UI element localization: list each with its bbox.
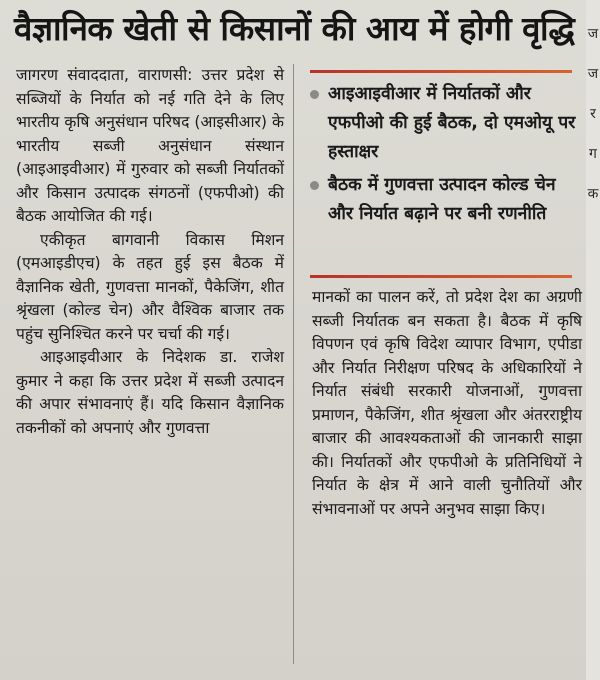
left-column: [16, 64, 284, 440]
highlights-bottom-rule: [310, 275, 572, 278]
bullet-icon: [310, 181, 319, 190]
paragraph-midh: एकीकृत बागवानी विकास मिशन (एमआइडीएच) के तहत हुई इस बैठक में वैज्ञानिक खेती, गुणवत्ता मानकों, पैकेजिंग, शीत श्रृंखला (कोल्ड चेन) और वैश्विक बाजार तक पहुंच सुनिश्चित करने पर चर्चा की गई।: [16, 230, 284, 343]
edge-glyph: ग: [589, 146, 597, 162]
highlight-text: आइआइवीआर में निर्यातकों और एफपीओ की हुई बैठक, दो एमओयू पर हस्ताक्षर: [328, 84, 576, 162]
paragraph-continuation: मानकों का पालन करें, तो प्रदेश देश का अग्रणी सब्जी निर्यातक बन सकता है। बैठक में कृषि विपणन एवं कृषि विदेश व्यापार विभाग, एपीडा और निर्यात निरीक्षण परिषद के अधिकारियों ने निर्यात संबंधी सरकारी योजनाओं, गुणवत्ता प्रमाणन, पैकेजिंग, शीत श्रृंखला और अंतरराष्ट्रीय बाजार की आवश्यकताओं की जानकारी साझा की। निर्यातकों और एफपीओ के प्रतिनिधियों ने निर्यात के क्षेत्र में आने वाली चुनौतियों और संभावनाओं पर अपने अनुभव साझा किए।: [312, 288, 582, 518]
edge-glyph: र: [590, 106, 596, 122]
paragraph-intro: जागरण संवाददाता, वाराणसी: उत्तर प्रदेश से सब्जियों के निर्यात को नई गति देने के लिए भारतीय कृषि अनुसंधान परिषद (आइसीआर) के भारतीय सब्जी अनुसंधान संस्थान (आइआइवीआर) में गुरुवार को सब्जी निर्यातकों और किसान उत्पादक संगठनों (एफपीओ) की बैठक आयोजित की गई।: [16, 66, 284, 225]
highlights-box: [306, 80, 582, 233]
edge-glyph: ज: [587, 66, 599, 82]
highlights-top-rule: [310, 70, 572, 73]
highlight-item: [306, 171, 582, 229]
bullet-icon: [310, 90, 319, 99]
highlight-text: बैठक में गुणवत्ता उत्पादन कोल्ड चेन और निर्यात बढ़ाने पर बनी रणनीति: [328, 175, 556, 224]
adjacent-column-glyphs: [586, 14, 600, 214]
headline: वैज्ञानिक खेती से किसानों की आय में होगी वृद्धि: [14, 9, 575, 48]
column-divider: [293, 64, 294, 664]
paragraph-director: आइआइवीआर के निदेशक डा. राजेश कुमार ने कहा कि उत्तर प्रदेश में सब्जी उत्पादन की अपार संभावनाएं हैं। यदि किसान वैज्ञानिक तकनीकों को अपनाएं और गुणवत्ता: [16, 348, 284, 437]
highlight-item: [306, 80, 582, 167]
edge-glyph: ज: [587, 26, 599, 42]
right-column: [312, 286, 582, 521]
edge-glyph: क: [587, 186, 599, 202]
